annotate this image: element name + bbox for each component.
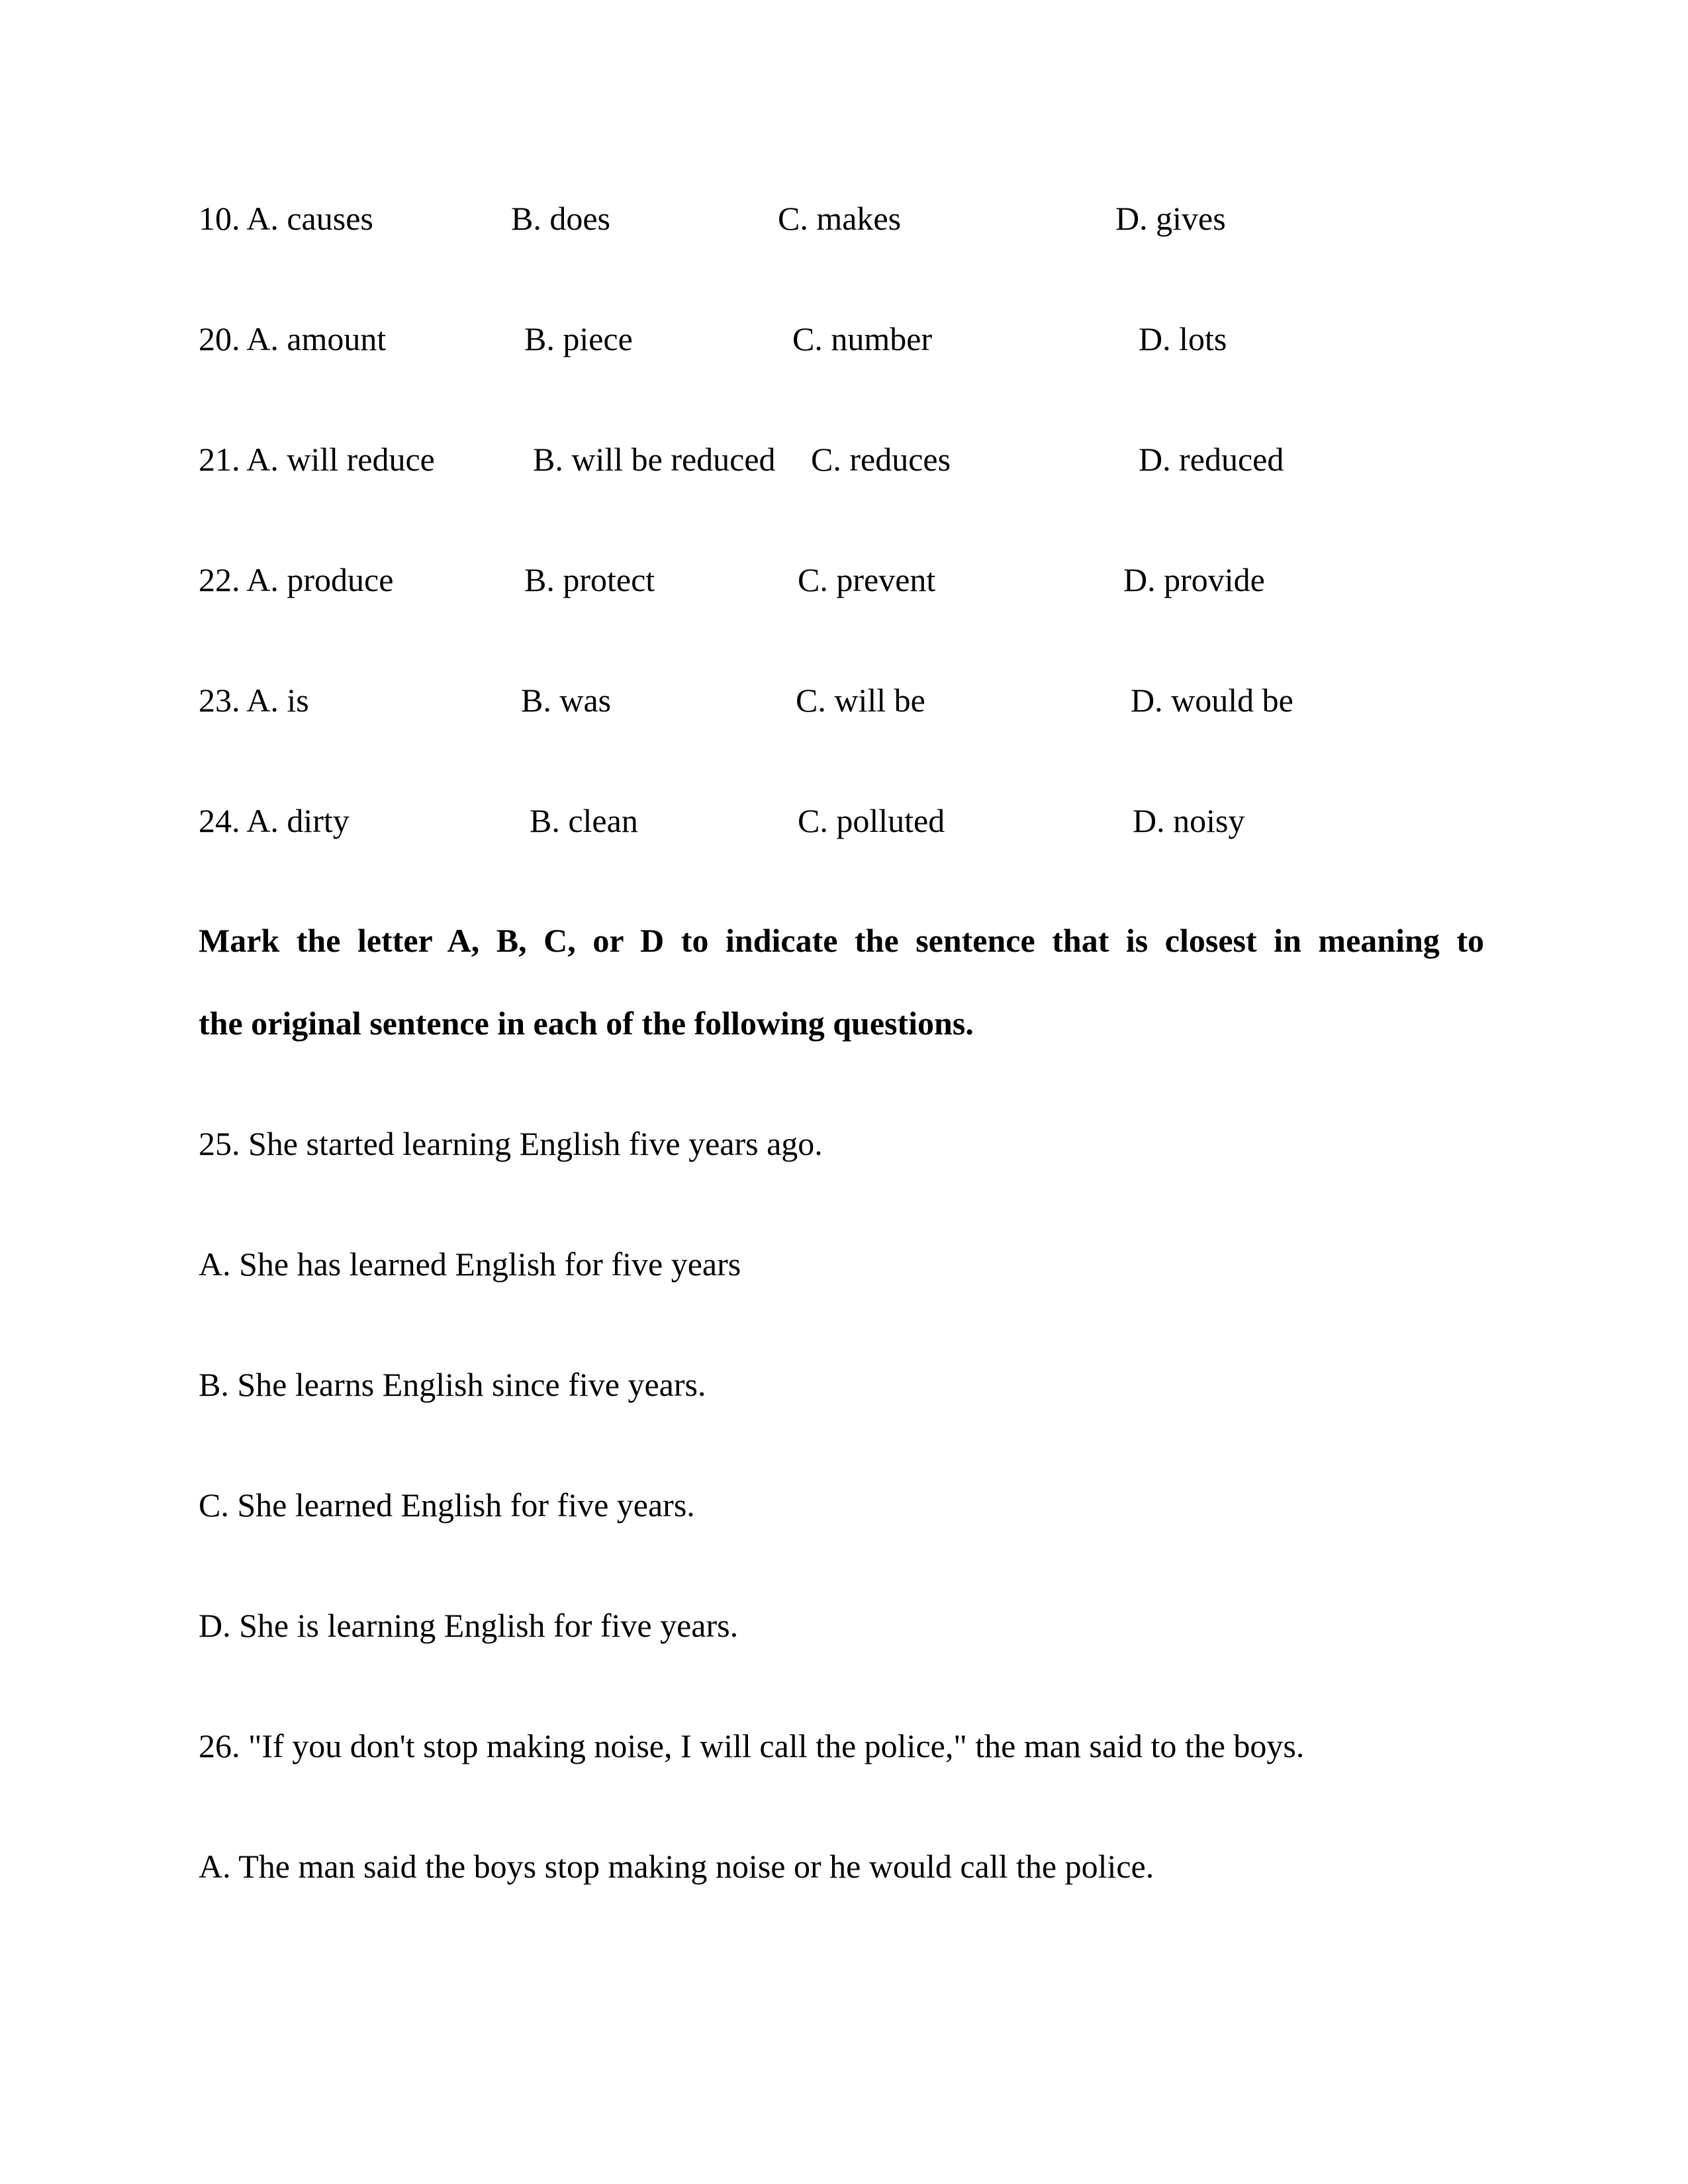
- option-a: 22. A. produce: [199, 561, 394, 598]
- option-c: C. reduces: [811, 441, 951, 478]
- option-b: B. will be reduced: [533, 441, 776, 478]
- question-25-option-d: D. She is learning English for five years.: [199, 1607, 739, 1644]
- option-c: C. number: [792, 320, 933, 357]
- option-d: D. lots: [1139, 320, 1227, 357]
- option-d: D. noisy: [1133, 802, 1245, 839]
- option-a: 20. A. amount: [199, 320, 387, 357]
- instruction-line-2: the original sentence in each of the following questions.: [199, 1005, 974, 1042]
- option-a: 24. A. dirty: [199, 802, 350, 839]
- option-d: D. reduced: [1139, 441, 1284, 478]
- option-c: C. prevent: [798, 561, 936, 598]
- question-25-option-b: B. She learns English since five years.: [199, 1366, 706, 1403]
- option-d: D. would be: [1131, 682, 1293, 719]
- option-b: B. protect: [524, 561, 655, 598]
- option-a: 10. A. causes: [199, 200, 373, 237]
- option-b: B. does: [511, 200, 610, 237]
- option-d: D. provide: [1123, 561, 1265, 598]
- question-25-prompt: 25. She started learning English five years ago.: [199, 1125, 823, 1162]
- question-26-option-a: A. The man said the boys stop making noise or he would call the police.: [199, 1848, 1154, 1885]
- option-b: B. clean: [530, 802, 638, 839]
- option-b: B. was: [521, 682, 612, 719]
- instruction-line-1: Mark the letter A, B, C, or D to indicate the sentence that is closest in meaning to: [199, 922, 1484, 959]
- option-c: C. will be: [796, 682, 925, 719]
- question-25-option-c: C. She learned English for five years.: [199, 1486, 695, 1524]
- question-26-prompt: 26. "If you don't stop making noise, I will call the police," the man said to the boys.: [199, 1727, 1305, 1764]
- option-d: D. gives: [1115, 200, 1226, 237]
- option-b: B. piece: [524, 320, 633, 357]
- option-a: 23. A. is: [199, 682, 309, 719]
- option-c: C. polluted: [798, 802, 945, 839]
- option-c: C. makes: [778, 200, 902, 237]
- option-a: 21. A. will reduce: [199, 441, 435, 478]
- question-25-option-a: A. She has learned English for five years: [199, 1246, 741, 1283]
